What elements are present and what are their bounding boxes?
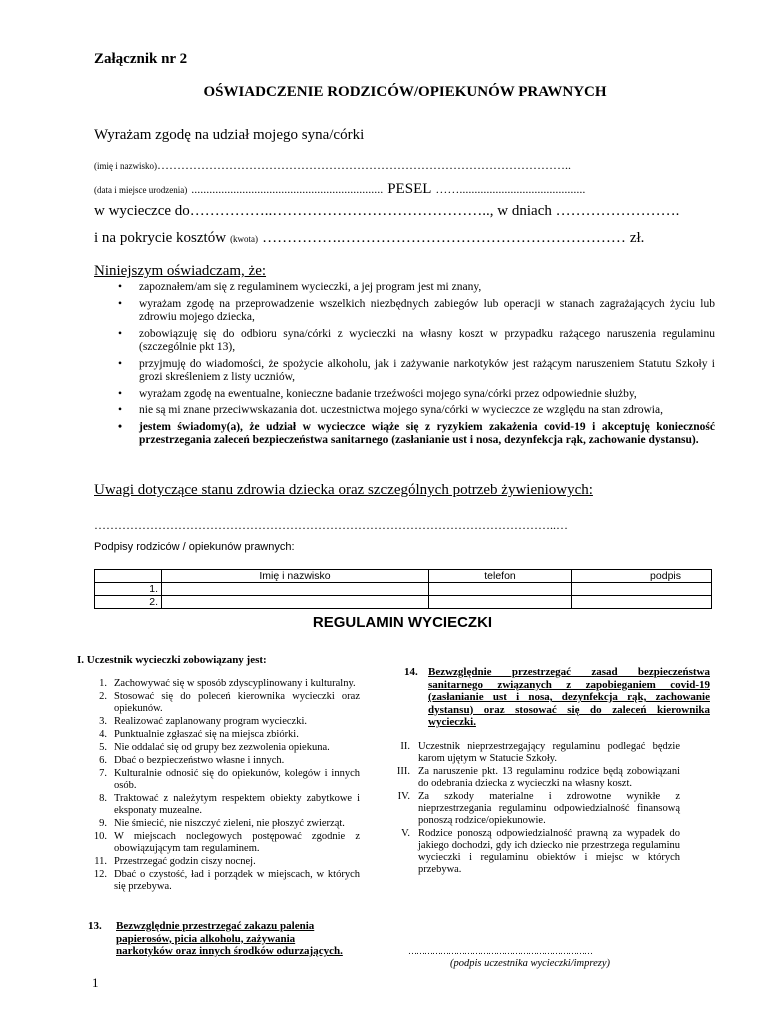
- trip-destination-field[interactable]: ……………..……………………………………..,: [189, 203, 494, 219]
- cost-line: [94, 229, 644, 247]
- list-item: [91, 742, 360, 754]
- page-title: OŚWIADCZENIE RODZICÓW/OPIEKUNÓW PRAWNYCH: [203, 84, 607, 100]
- list-item: [91, 818, 360, 830]
- section-1-heading: Uczestnik wycieczki zobowiązany jest:: [86, 654, 267, 666]
- rule-number: 11.: [94, 856, 107, 867]
- rule-number: 8.: [99, 793, 107, 804]
- signature-cell[interactable]: [572, 596, 712, 609]
- birth-label: (data i miejsce urodzenia): [94, 185, 188, 195]
- name-cell[interactable]: [162, 583, 429, 596]
- table-row: [95, 596, 712, 609]
- header-empty-cell: [95, 570, 162, 583]
- list-item: [91, 691, 360, 715]
- rule-14-text: Bezwzględnie przestrzegać zasad bezpieczeństwa sanitarnego związanych z zapobieganiem covid-19 (zasłanianie ust i nosa, dezynfekcja rąk, zachowanie dystansu) oraz stosować się do zaleceń kierownika wycieczki.: [428, 666, 710, 728]
- section-text: Za naruszenie pkt. 13 regulaminu rodzice będą zobowiązani do odebrania dziecka z wycieczki na własny koszt.: [418, 766, 680, 789]
- cost-field[interactable]: …………….…………………………………………………: [262, 230, 626, 246]
- rule-text: Dbać o bezpieczeństwo własne i innych.: [114, 755, 285, 766]
- currency-label: zł.: [629, 230, 645, 246]
- name-line: [94, 156, 571, 174]
- table-row: [95, 583, 712, 596]
- declaration-item: • nie są mi znane przeciwwskazania dot. uczestnictwa mojego syna/córki w wycieczce ze względu na stan zdrowia,: [118, 404, 715, 418]
- signatures-label: Podpisy rodziców / opiekunów prawnych:: [94, 541, 295, 553]
- list-item: [91, 678, 360, 690]
- signature-table-header: [95, 570, 712, 583]
- rule-13-number: 13.: [88, 920, 102, 932]
- rule-text: Przestrzegać godzin ciszy nocnej.: [114, 856, 256, 867]
- signature-table: [94, 569, 712, 609]
- rule-text: Realizować zaplanowany program wycieczki.: [114, 716, 307, 727]
- rule-text: Stosować się do poleceń kierownika wycieczki oraz opiekunów.: [114, 691, 360, 714]
- phone-cell[interactable]: [429, 583, 572, 596]
- column-phone: telefon: [429, 570, 572, 583]
- rule-14-number: 14.: [404, 666, 418, 678]
- name-cell[interactable]: [162, 596, 429, 609]
- regulamin-rules-list: [91, 678, 360, 894]
- birth-field[interactable]: ................................................................: [191, 182, 384, 196]
- name-label: (imię i nazwisko): [94, 161, 157, 171]
- rule-text: Punktualnie zgłaszać się na miejsca zbiórki.: [114, 729, 299, 740]
- rule-number: 1.: [99, 678, 107, 689]
- rule-number: 5.: [99, 742, 107, 753]
- rule-text: Zachowywać się w sposób zdyscyplinowany i kulturalny.: [114, 678, 356, 689]
- declaration-heading: Niniejszym oświadczam, że:: [94, 263, 267, 279]
- list-item: [91, 869, 360, 893]
- section-number: III.: [396, 766, 410, 777]
- trip-line: [94, 203, 679, 220]
- rule-text: Nie śmiecić, nie niszczyć zieleni, nie płoszyć zwierząt.: [114, 818, 345, 829]
- page-number: 1: [92, 975, 99, 990]
- rule-text: Kulturalnie odnosić się do opiekunów, kolegów i innych osób.: [114, 768, 360, 791]
- phone-cell[interactable]: [429, 596, 572, 609]
- section-text: Rodzice ponoszą odpowiedzialność prawną za wypadek do jakiego dochodzi, gdy ich dziecko nie przestrzega regulaminu wycieczki i regulaminu obiektów i miejsc w których przebywa.: [418, 828, 680, 875]
- rule-number: 9.: [99, 818, 107, 829]
- declaration-item: • wyrażam zgodę na ewentualne, konieczne badanie trzeźwości mojego syna/córki przez odpowiednie służby,: [118, 388, 715, 402]
- pesel-field[interactable]: ……..........................................: [435, 182, 586, 196]
- section-1-number: I.: [77, 654, 85, 666]
- rule-number: 12.: [93, 869, 107, 880]
- list-item: [388, 791, 680, 827]
- declaration-list: [118, 281, 715, 451]
- column-name: Imię i nazwisko: [162, 570, 429, 583]
- name-field[interactable]: …………………………………………………………………………………………..: [156, 158, 571, 172]
- consent-intro: Wyrażam zgodę na udział mojego syna/córki: [94, 127, 365, 143]
- pesel-label: PESEL: [387, 181, 432, 197]
- declaration-item: • zobowiązuję się do odbioru syna/córki z wycieczki na własny koszt w przypadku rażącego naruszenia regulaminu (szczególnie pkt 13),: [118, 328, 715, 355]
- list-item: [91, 856, 360, 868]
- list-item: [388, 741, 680, 765]
- rule-number: 6.: [99, 755, 107, 766]
- health-remarks-field[interactable]: ……………………………………………………………………………………………………..…: [94, 518, 568, 532]
- list-item: [91, 831, 360, 855]
- regulamin-section-1: [77, 654, 267, 666]
- section-number: V.: [401, 828, 410, 839]
- list-item: [91, 716, 360, 728]
- list-item: [91, 793, 360, 817]
- rule-14: [404, 666, 710, 729]
- trip-label: w wycieczce do: [94, 203, 190, 219]
- list-item: [388, 828, 680, 876]
- participant-signature-caption: (podpis uczestnika wycieczki/imprezy): [450, 958, 610, 969]
- section-text: Uczestnik nieprzestrzegający regulaminu podlegać będzie karom ujętym w Statucie Szkoły.: [418, 741, 680, 764]
- regulamin-sections-list: [388, 741, 680, 877]
- section-text: Za szkody materialne i zdrowotne wynikłe z nieprzestrzegania regulaminu odpowiedzialność finansową ponoszą rodzice/opiekunowie.: [418, 791, 680, 826]
- list-item: [91, 768, 360, 792]
- rule-13: [88, 920, 348, 958]
- health-heading: Uwagi dotyczące stanu zdrowia dziecka oraz szczególnych potrzeb żywieniowych:: [94, 482, 593, 498]
- rule-text: W miejscach noclegowych postępować zgodnie z obowiązującym tam regulaminem.: [114, 831, 360, 854]
- birth-line: [94, 180, 585, 198]
- regulamin-title: REGULAMIN WYCIECZKI: [312, 614, 493, 631]
- signature-cell[interactable]: [572, 583, 712, 596]
- rule-number: 10.: [93, 831, 107, 842]
- list-item: [91, 729, 360, 741]
- rule-text: Nie oddalać się od grupy bez zezwolenia opiekuna.: [114, 742, 330, 753]
- declaration-item: • wyrażam zgodę na przeprowadzenie wszelkich niezbędnych zabiegów lub operacji w stanach zagrażających życiu lub zdrowiu mojego dziecka,: [118, 298, 715, 325]
- rule-13-text: Bezwzględnie przestrzegać zakazu palenia papierosów, picia alkoholu, zażywania narkotyków oraz innych środków odurzających.: [116, 920, 343, 957]
- declaration-item: • zapoznałem/am się z regulaminem wycieczki, a jej program jest mi znany,: [118, 281, 715, 295]
- section-number: IV.: [397, 791, 410, 802]
- row-number: 1.: [95, 583, 162, 596]
- rule-number: 3.: [99, 716, 107, 727]
- row-number: 2.: [95, 596, 162, 609]
- list-item: [388, 766, 680, 790]
- section-number: II.: [400, 741, 410, 752]
- rule-number: 7.: [99, 768, 107, 779]
- rule-text: Traktować z należytym respektem obiekty zabytkowe i eksponaty muzealne.: [114, 793, 360, 816]
- attachment-label: Załącznik nr 2: [94, 51, 188, 67]
- rule-number: 2.: [99, 691, 107, 702]
- rule-number: 4.: [99, 729, 107, 740]
- declaration-item: • przyjmuję do wiadomości, że spożycie alkoholu, jak i zażywanie narkotyków jest rażącym naruszeniem Statutu Szkoły i grozi skreśleniem z listy uczniów,: [118, 358, 715, 385]
- rule-text: Dbać o czystość, ład i porządek w miejscach, w których się przebywa.: [114, 869, 360, 892]
- cost-amount-label: (kwota): [230, 234, 259, 244]
- days-label: w dniach: [497, 203, 552, 219]
- participant-signature-line[interactable]: ……………………………………………………………: [408, 946, 592, 956]
- column-signature: podpis: [572, 570, 712, 583]
- cost-label: i na pokrycie kosztów: [94, 230, 227, 246]
- declaration-item-covid: • jestem świadomy(a), że udział w wycieczce wiąże się z ryzykiem zakażenia covid-19 i akceptuję konieczność przestrzegania zaleceń bezpieczeństwa sanitarnego (zasłanianie ust i nosa, dezynfekcja rąk, zachowanie dystansu).: [118, 421, 715, 448]
- days-field[interactable]: …………………….: [555, 203, 680, 219]
- list-item: [91, 755, 360, 767]
